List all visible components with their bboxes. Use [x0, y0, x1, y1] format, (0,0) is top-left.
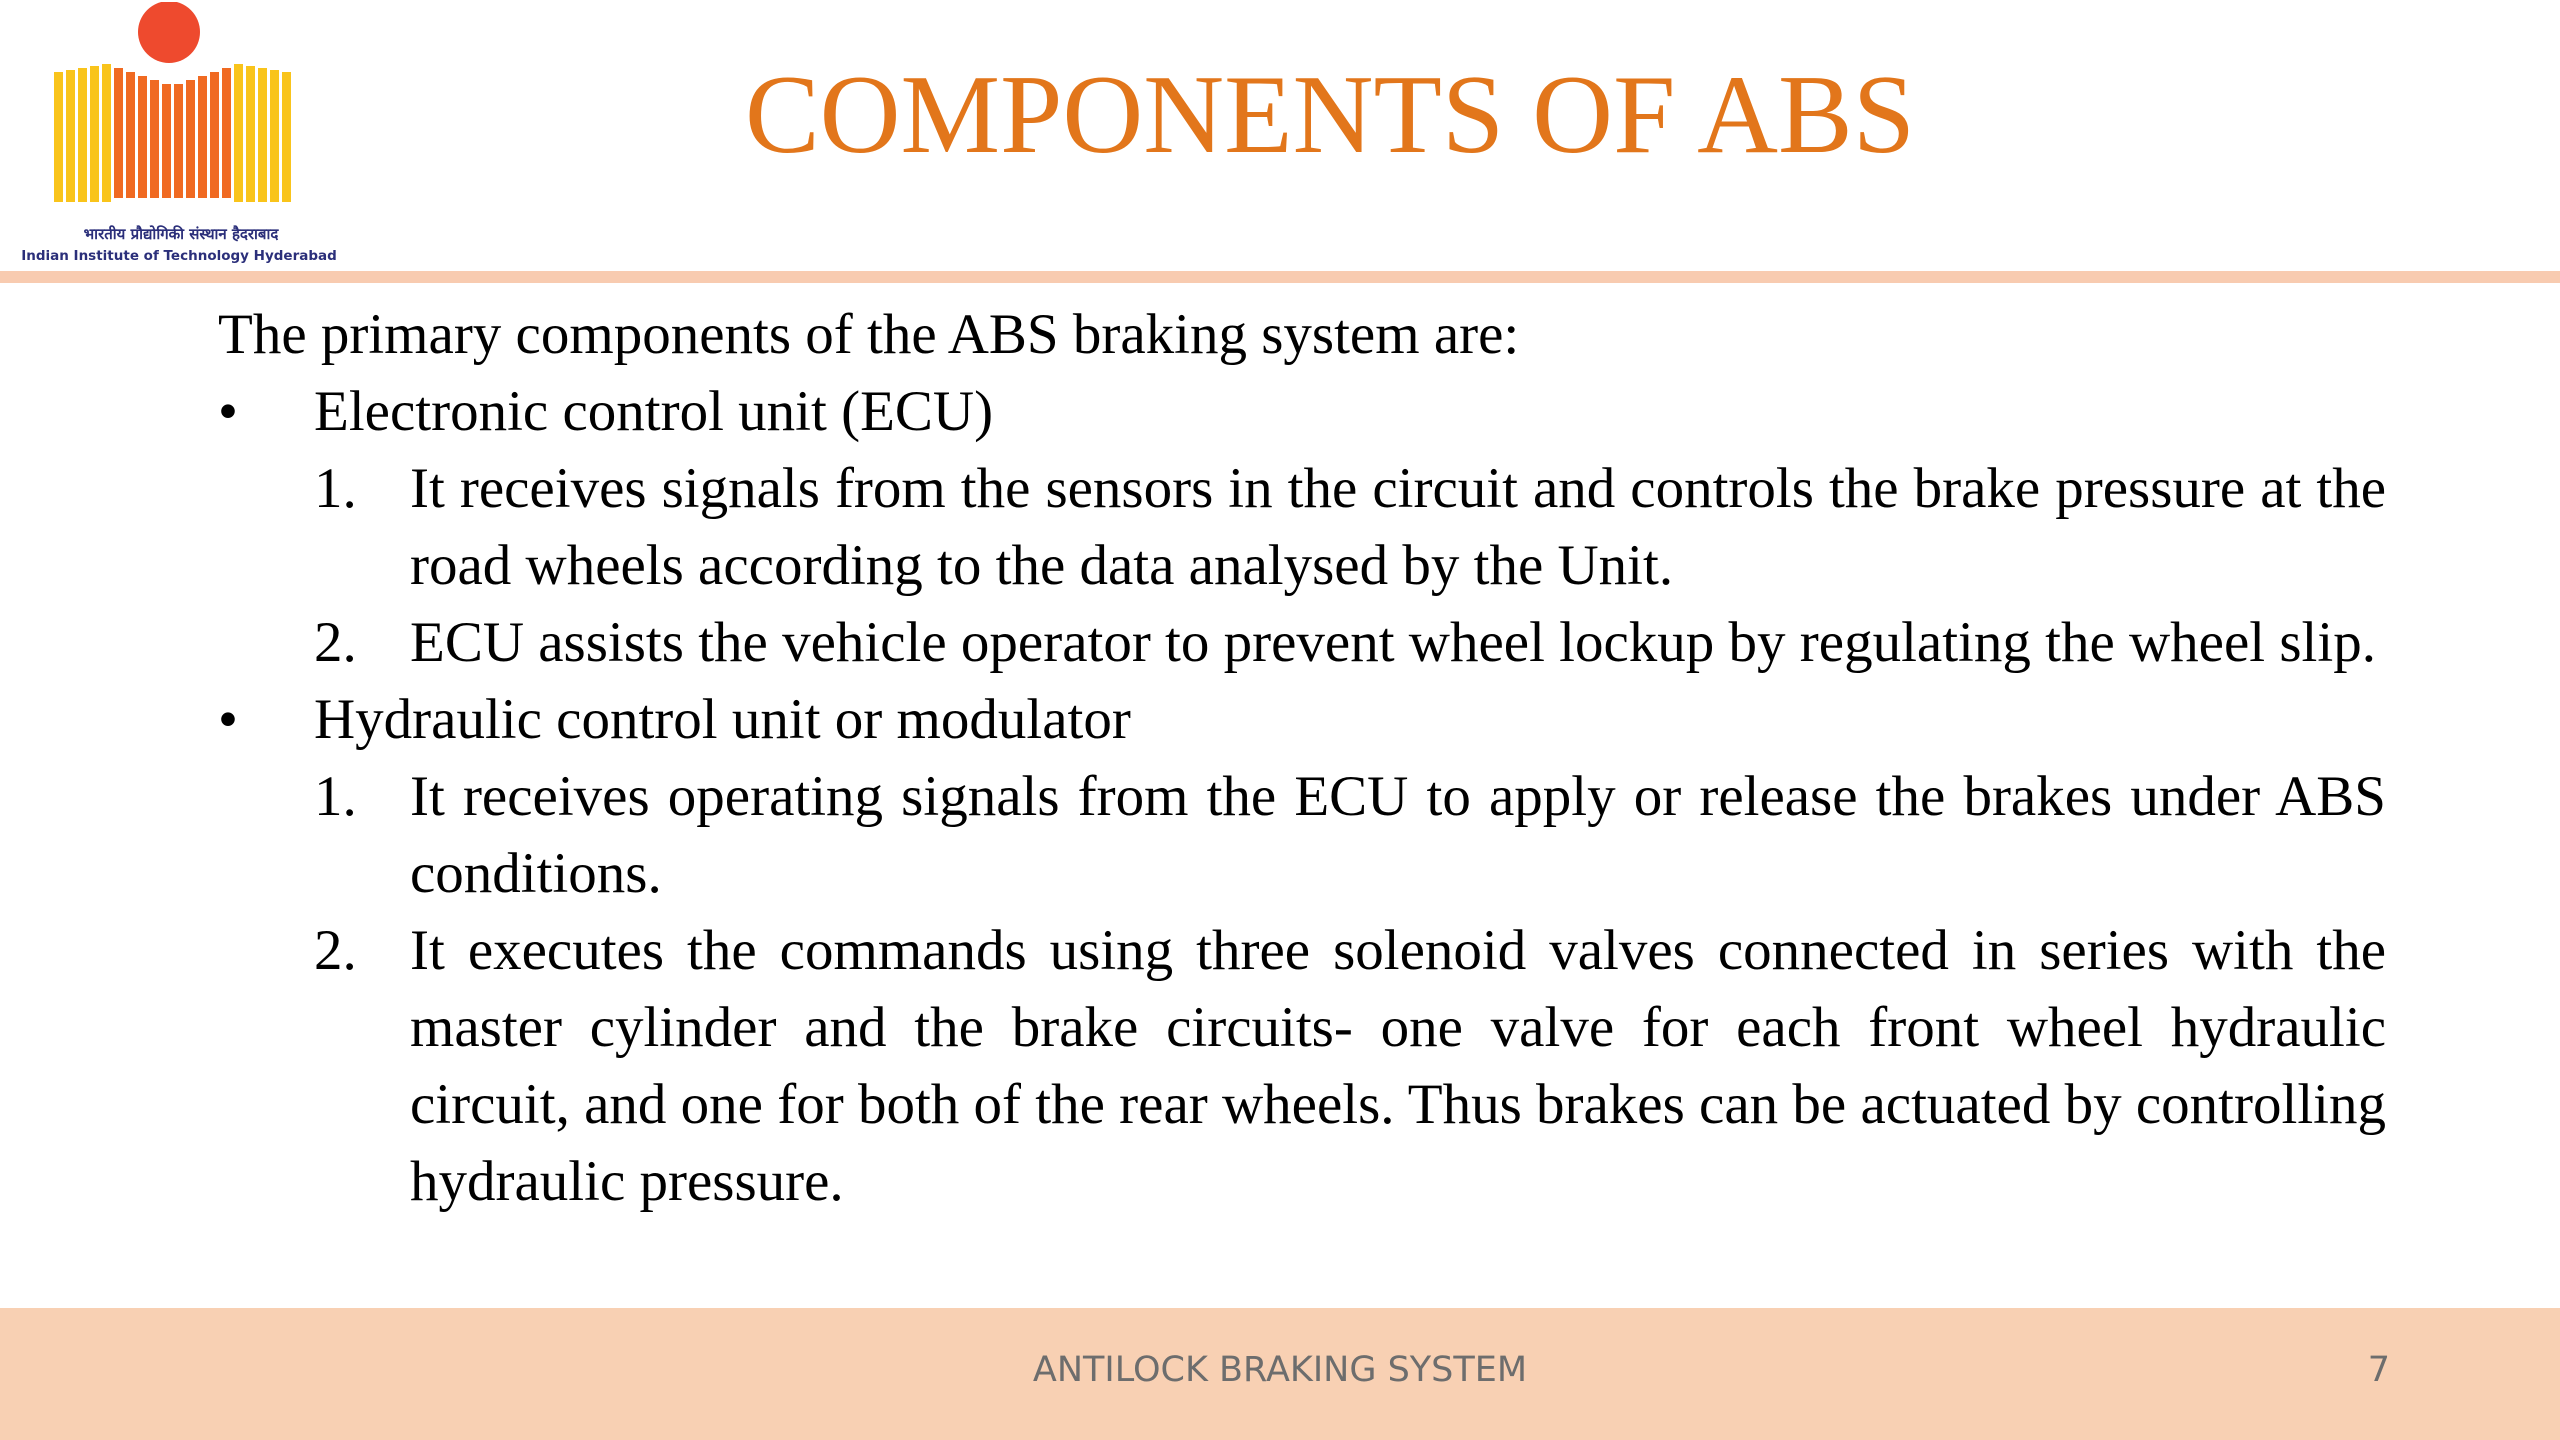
logo-bar — [150, 80, 159, 198]
logo-bar — [114, 68, 123, 198]
logo-bar — [234, 64, 243, 202]
numbered-item — [218, 758, 2386, 912]
logo-bar — [54, 72, 63, 202]
logo-bar — [90, 66, 99, 202]
logo-hindi-text: भारतीय प्रौद्योगिकी संस्थान हैदराबाद — [83, 225, 279, 243]
logo-bar — [162, 84, 171, 198]
logo-bar — [174, 84, 183, 198]
logo-bar — [78, 68, 87, 202]
item-number: 1. — [314, 765, 357, 828]
page-number: 7 — [2367, 1350, 2390, 1390]
bullet-icon: • — [218, 688, 238, 751]
logo-bar — [138, 76, 147, 198]
logo-bar — [258, 68, 267, 202]
bullet-item — [218, 681, 2386, 758]
numbered-item — [218, 912, 2386, 1220]
iith-emblem-icon — [14, 2, 334, 222]
logo-bar — [186, 80, 195, 198]
item-number: 2. — [314, 611, 357, 674]
footer-title: ANTILOCK BRAKING SYSTEM — [1032, 1350, 1528, 1390]
bullet-icon: • — [218, 380, 238, 443]
logo-bar — [66, 70, 75, 202]
numbered-item — [218, 450, 2386, 604]
logo-bar — [282, 72, 291, 202]
bullet-heading: Electronic control unit (ECU) — [314, 380, 994, 443]
intro-text: The primary components of the ABS braking system are: — [218, 303, 1520, 366]
logo-bar — [102, 64, 111, 202]
item-number: 1. — [314, 457, 357, 520]
slide-title: COMPONENTS OF ABS — [744, 53, 1916, 177]
logo-english-text: Indian Institute of Technology Hyderabad — [21, 248, 337, 264]
footer-bar — [0, 1308, 2560, 1440]
logo-bar — [126, 72, 135, 198]
numbered-item — [218, 604, 2386, 681]
logo-bar — [210, 72, 219, 198]
logo-bar — [270, 70, 279, 202]
logo-bar — [222, 68, 231, 198]
item-text: It executes the commands using three solenoid valves connected in series with the master cylinder and the brake circuits- one valve for each front wheel hydraulic circuit, and one for both of the rear wheels. Thus brakes can be actuated by controlling hydraulic pressure. — [410, 919, 2386, 1213]
title-divider — [0, 271, 2560, 283]
logo-bar — [246, 66, 255, 202]
item-text: It receives operating signals from the ECU to apply or release the brakes under ABS conditions. — [410, 765, 2386, 905]
slide-body — [218, 296, 2386, 1220]
bullet-item — [218, 373, 2386, 450]
item-text: ECU assists the vehicle operator to prevent wheel lockup by regulating the wheel slip. — [410, 611, 2376, 674]
logo-bar — [198, 76, 207, 198]
iith-logo — [14, 2, 337, 270]
bullet-heading: Hydraulic control unit or modulator — [314, 688, 1131, 751]
item-text: It receives signals from the sensors in the circuit and controls the brake pressure at the road wheels according to the data analysed by the Unit. — [410, 457, 2386, 597]
item-number: 2. — [314, 919, 357, 982]
